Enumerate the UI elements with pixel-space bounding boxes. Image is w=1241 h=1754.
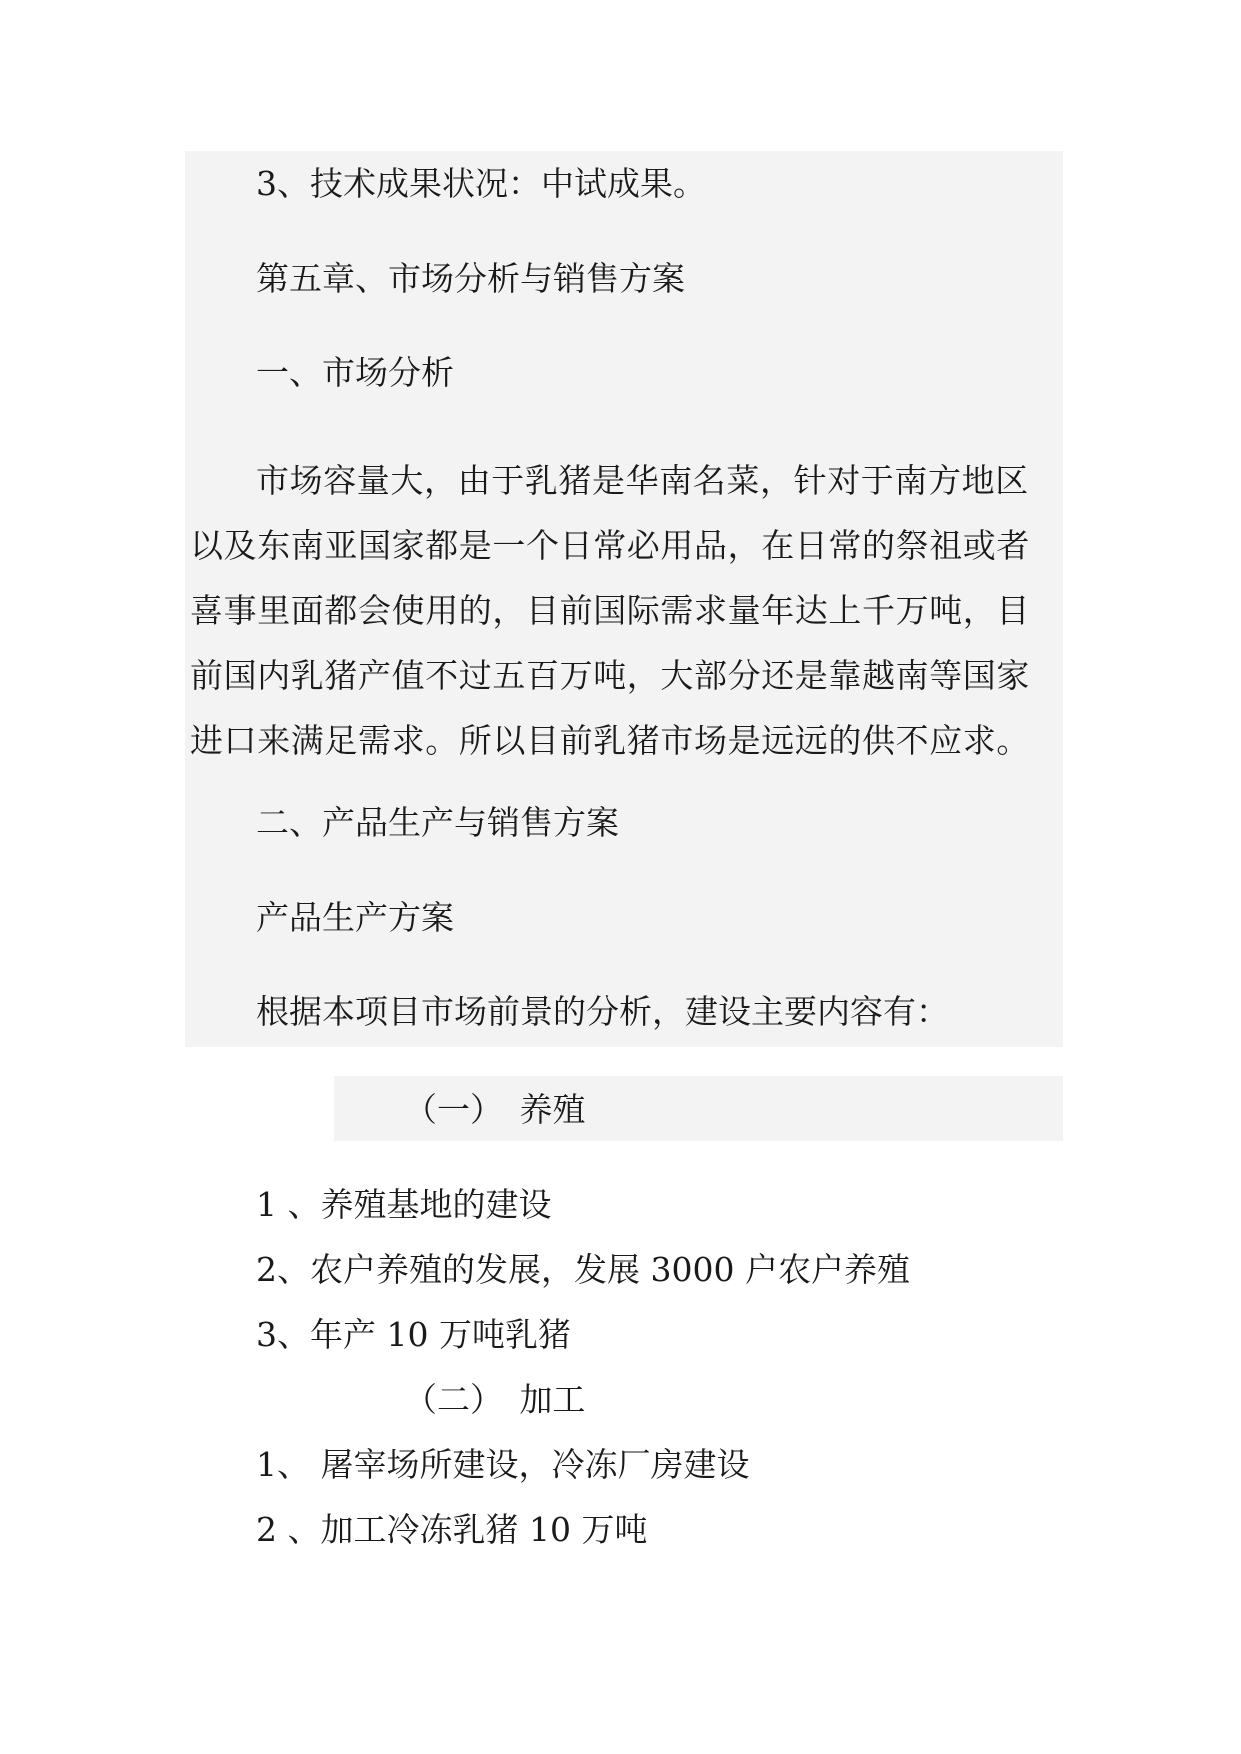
part1-item: 2、农户养殖的发展，发展 3000 户农户养殖 [256,1250,910,1289]
section-title-production-sales: 二、产品生产与销售方案 [256,803,619,842]
tech-status-line: 3、技术成果状况：中试成果。 [256,164,706,203]
intro-line: 根据本项目市场前景的分析，建设主要内容有： [256,992,949,1031]
section-title-market-analysis: 一、市场分析 [256,353,454,392]
part2-heading: （二） 加工 [404,1380,586,1419]
market-analysis-paragraph: 市场容量大，由于乳猪是华南名菜，针对于南方地区以及东南亚国家都是一个日常必用品，在日常的祭祖或者喜事里面都会使用的，目前国际需求量年达上千万吨，目前国内乳猪产值不过五百万吨，大部分还是靠越南等国家进口来满足需求。所以目前乳猪市场是远远的供不应求。 [190,461,1030,760]
chapter-title: 第五章、市场分析与销售方案 [256,259,685,298]
part2-item: 1、 屠宰场所建设，冷冻厂房建设 [256,1445,750,1484]
production-plan-title: 产品生产方案 [256,898,454,937]
part2-item: 2 、加工冷冻乳猪 10 万吨 [256,1510,648,1549]
part1-heading: （一） 养殖 [404,1090,586,1129]
part1-item: 3、年产 10 万吨乳猪 [256,1315,571,1354]
part1-item: 1 、养殖基地的建设 [256,1185,552,1224]
